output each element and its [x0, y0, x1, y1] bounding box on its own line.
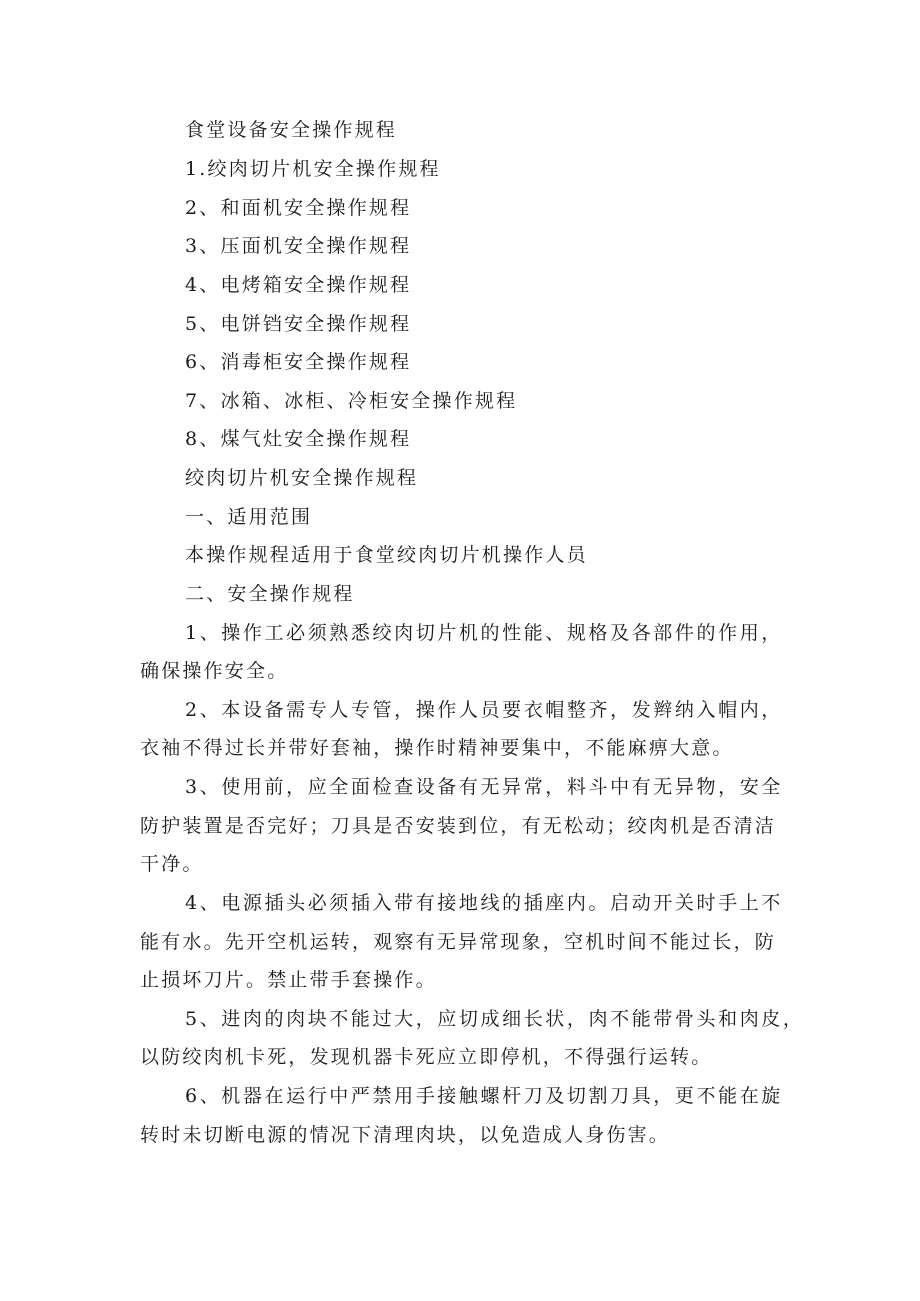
toc-item: 7、冰箱、冰柜、冷柜安全操作规程: [185, 390, 518, 412]
document-title: 食堂设备安全操作规程: [185, 119, 398, 141]
paragraph-line: 4、电源插头必须插入带有接地线的插座内。启动开关时手上不: [185, 892, 783, 914]
paragraph-line: 确保操作安全。: [140, 660, 289, 682]
toc-item: 5、电饼铛安全操作规程: [185, 313, 412, 335]
paragraph-line: 转时未切断电源的情况下清理肉块，以免造成人身伤害。: [140, 1124, 671, 1146]
paragraph-line: 2、本设备需专人专管，操作人员要衣帽整齐，发辫纳入帽内，: [185, 699, 783, 721]
toc-item: 1.绞肉切片机安全操作规程: [185, 158, 441, 180]
paragraph-line: 防护装置是否完好；刀具是否安装到位，有无松动；绞肉机是否清洁: [140, 815, 777, 837]
paragraph-line: 1、操作工必须熟悉绞肉切片机的性能、规格及各部件的作用，: [185, 622, 783, 644]
toc-item: 6、消毒柜安全操作规程: [185, 351, 412, 373]
scope-heading: 一、适用范围: [185, 506, 313, 528]
toc-item: 4、电烤箱安全操作规程: [185, 274, 412, 296]
paragraph-line: 3、使用前，应全面检查设备有无异常，料斗中有无异物，安全: [185, 776, 783, 798]
paragraph-line: 止损坏刀片。禁止带手套操作。: [140, 969, 437, 991]
scope-text: 本操作规程适用于食堂绞肉切片机操作人员: [185, 544, 588, 566]
paragraph-line: 以防绞肉机卡死，发现机器卡死应立即停机，不得强行运转。: [140, 1046, 713, 1068]
toc-item: 3、压面机安全操作规程: [185, 235, 412, 257]
paragraph-line: 衣袖不得过长并带好套袖，操作时精神要集中，不能麻痹大意。: [140, 737, 734, 759]
paragraph-line: 干净。: [140, 853, 204, 875]
paragraph-line: 6、机器在运行中严禁用手接触螺杆刀及切割刀具，更不能在旋: [185, 1085, 783, 1107]
paragraph-line: 能有水。先开空机运转，观察有无异常现象，空机时间不能过长，防: [140, 931, 777, 953]
toc-item: 8、煤气灶安全操作规程: [185, 428, 412, 450]
toc-item: 2、和面机安全操作规程: [185, 197, 412, 219]
section-title: 绞肉切片机安全操作规程: [185, 467, 419, 489]
ops-heading: 二、安全操作规程: [185, 583, 355, 605]
paragraph-line: 5、进肉的肉块不能过大，应切成细长状，肉不能带骨头和肉皮，: [185, 1008, 805, 1030]
